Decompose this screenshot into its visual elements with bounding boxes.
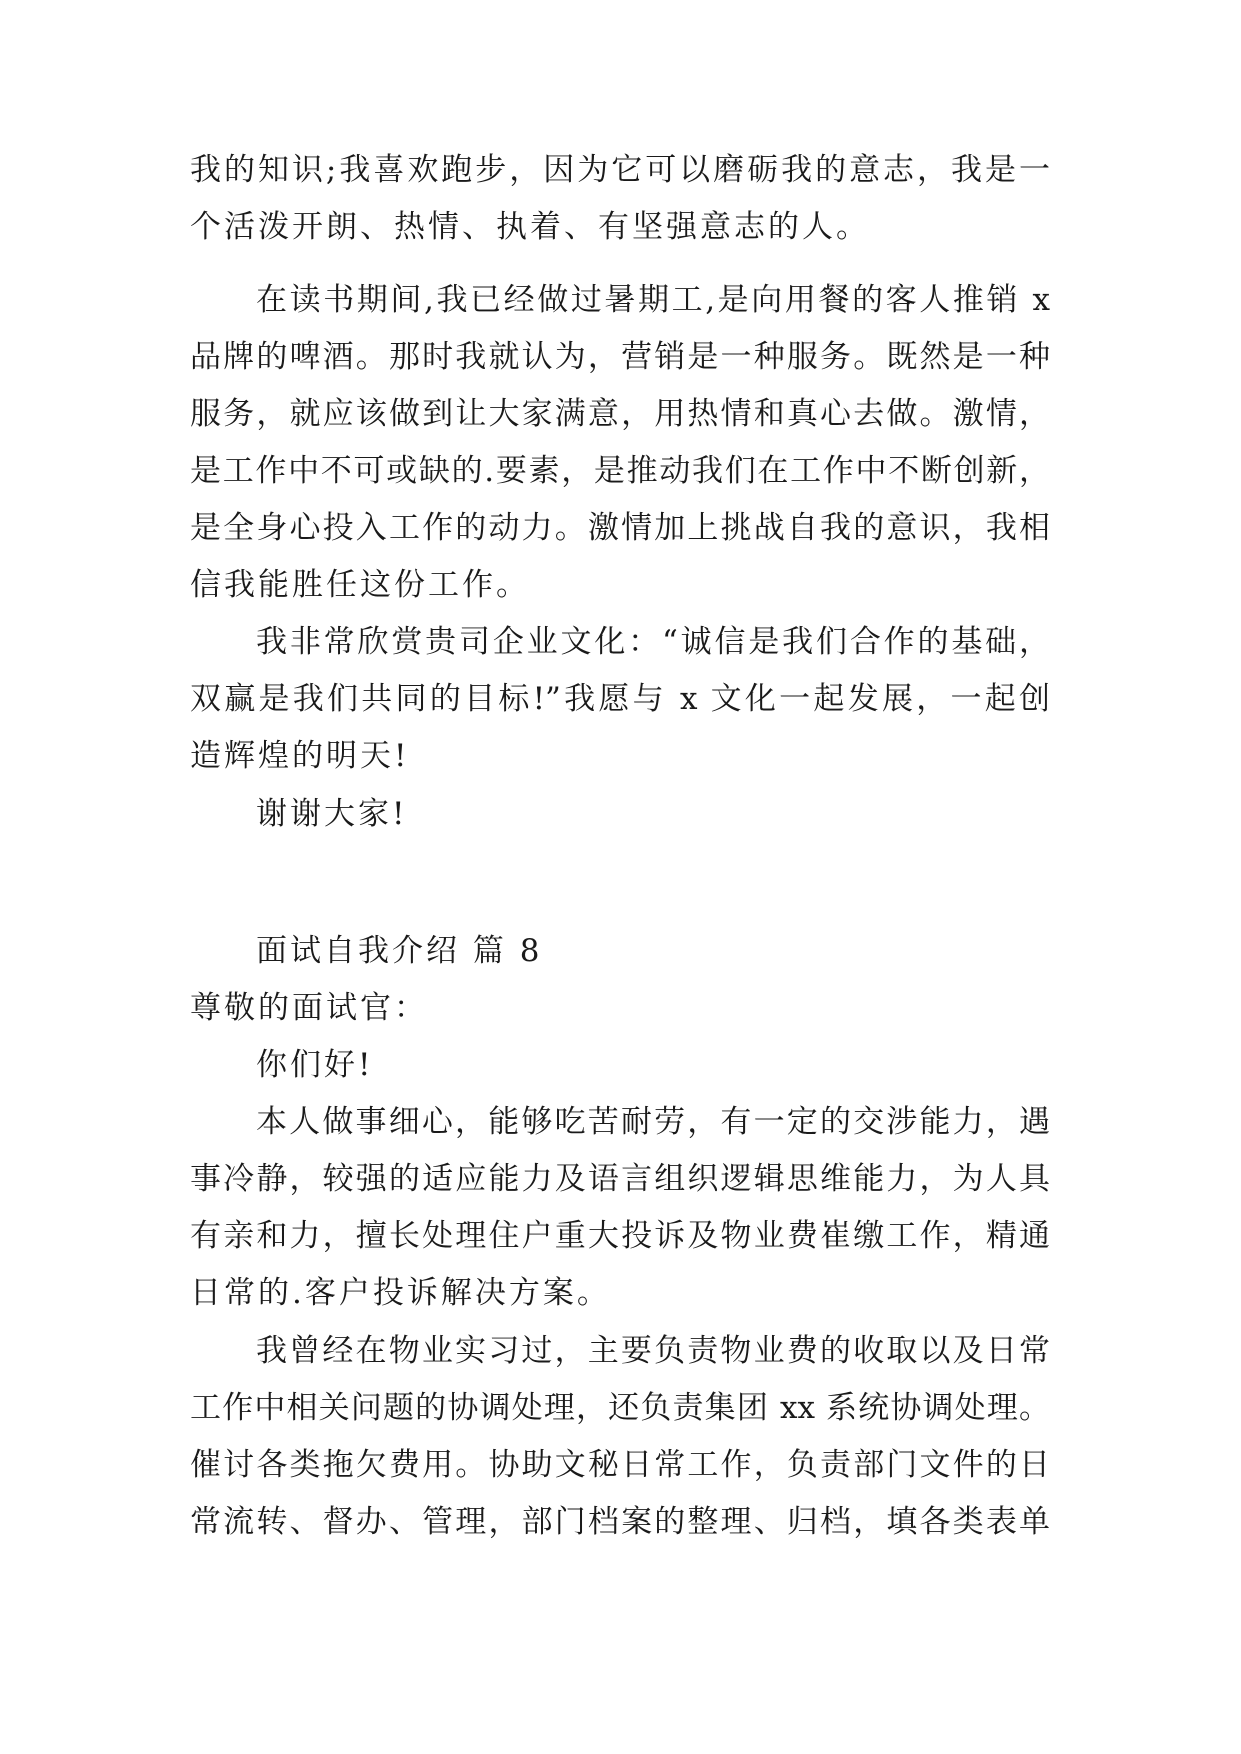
section-heading: 面试自我介绍 篇 8 [256,933,543,969]
text-line: 我曾经在物业实习过，主要负责物业费的收取以及日常 [256,1333,1050,1369]
text-line: 双赢是我们共同的目标!”我愿与 x 文化一起发展，一起创 [190,681,1050,717]
text-line: 服务，就应该做到让大家满意，用热情和真心去做。激情， [190,396,1050,432]
text-line: 我非常欣赏贵司企业文化：“诚信是我们合作的基础， [256,624,1050,660]
text-line: 日常的.客户投诉解决方案。 [190,1275,611,1311]
text-line: 事冷静，较强的适应能力及语言组织逻辑思维能力，为人具 [190,1161,1050,1197]
text-line: 催讨各类拖欠费用。协助文秘日常工作，负责部门文件的日 [190,1447,1050,1483]
text-line: 造辉煌的明天! [190,738,410,774]
closing-line: 谢谢大家! [256,796,408,832]
text-line: 品牌的啤酒。那时我就认为，营销是一种服务。既然是一种 [190,339,1050,375]
text-line: 工作中相关问题的协调处理，还负责集团 xx 系统协调处理。 [190,1390,1050,1426]
text-line: 信我能胜任这份工作。 [190,567,530,603]
text-line: 是工作中不可或缺的.要素，是推动我们在工作中不断创新， [190,453,1050,489]
text-line: 个活泼开朗、热情、执着、有坚强意志的人。 [190,209,870,245]
text-line: 常流转、督办、管理，部门档案的整理、归档，填各类表单 [190,1504,1050,1540]
text-line: 本人做事细心，能够吃苦耐劳，有一定的交涉能力，遇 [256,1104,1050,1140]
text-line: 在读书期间,我已经做过暑期工,是向用餐的客人推销 x [256,282,1050,318]
text-line: 有亲和力，擅长处理住户重大投诉及物业费崔缴工作，精通 [190,1218,1050,1254]
greeting: 你们好! [256,1047,374,1083]
text-line: 我的知识;我喜欢跑步，因为它可以磨砺我的意志，我是一 [190,152,1050,188]
text-line: 是全身心投入工作的动力。激情加上挑战自我的意识，我相 [190,510,1050,546]
salutation: 尊敬的面试官： [190,990,428,1026]
